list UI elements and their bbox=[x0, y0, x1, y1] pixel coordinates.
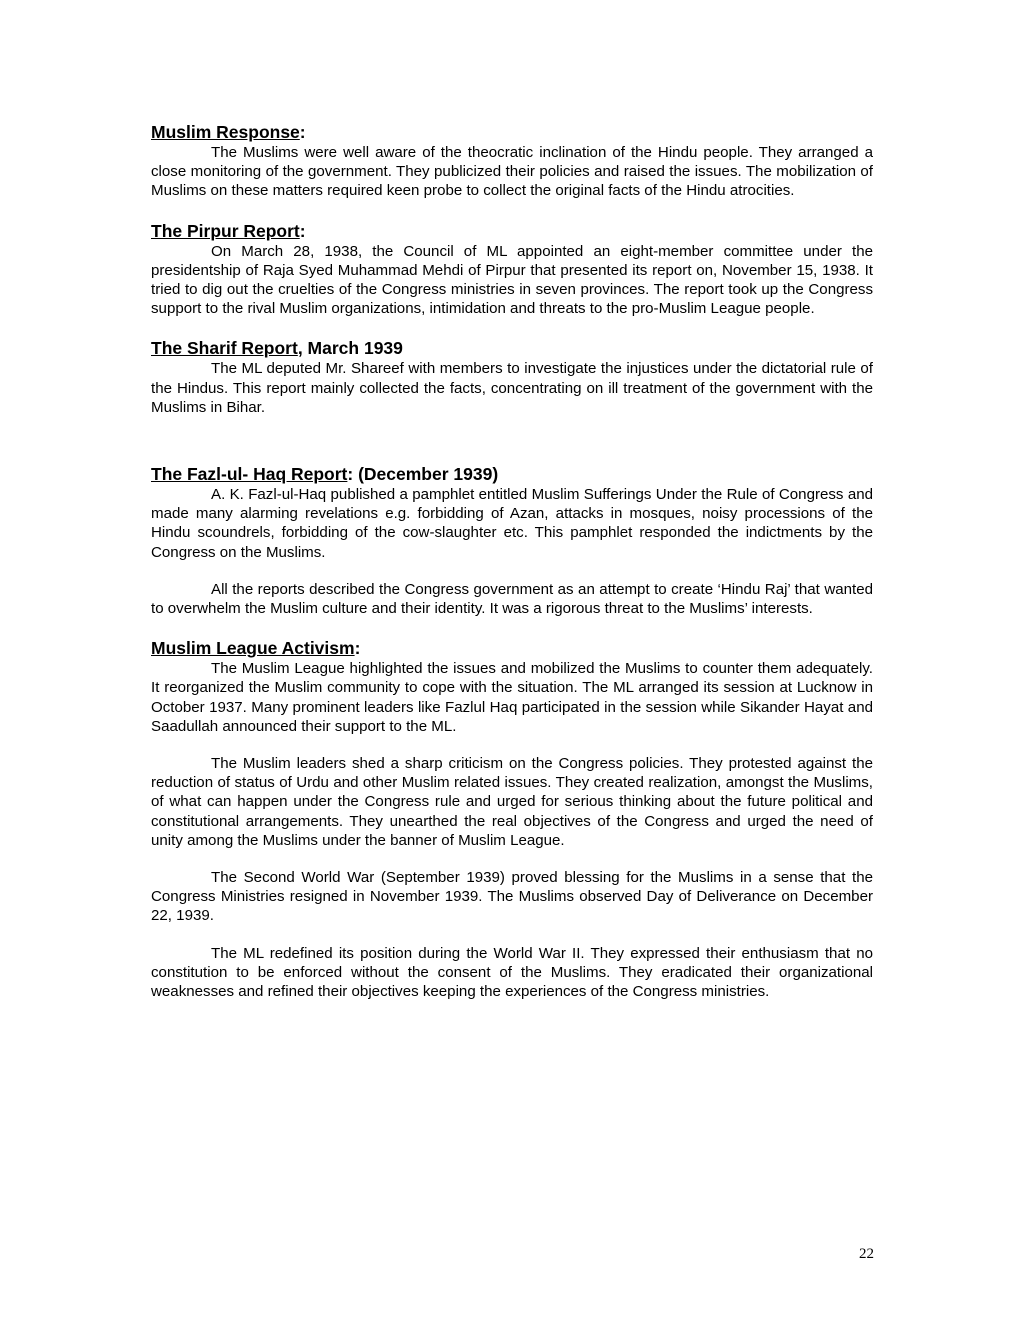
section-heading bbox=[151, 463, 873, 485]
section-heading bbox=[151, 220, 873, 242]
heading-suffix: : bbox=[299, 220, 306, 241]
page-number: 22 bbox=[859, 1246, 874, 1262]
paragraph: The ML redefined its position during the World War II. They expressed their enthusiasm that no constitution to be enforced without the consent of the Muslims. They eradicated their organizational weaknesses and refined their objectives keeping the experiences of the Congress ministries. bbox=[151, 944, 873, 1001]
paragraph: The ML deputed Mr. Shareef with members to investigate the injustices under the dictatorial rule of the Hindus. This report mainly collected the facts, concentrating on ill treatment of the government with the Muslims in Bihar. bbox=[151, 360, 873, 416]
section-heading bbox=[151, 121, 873, 143]
section-muslim-response bbox=[151, 121, 873, 201]
heading-title: Muslim League Activism bbox=[151, 638, 355, 659]
paragraph: The Muslim leaders shed a sharp criticism on the Congress policies. They protested against the reduction of status of Urdu and other Muslim related issues. They created realization, amongst the Muslims, of what can happen under the Congress rule and urged for serious thinking about the future political and constitutional arrangements. They unearthed the real objectives of the Congress and urged the need of unity among the Muslims under the banner of Muslim League. bbox=[151, 755, 873, 849]
paragraph: The Muslim League highlighted the issues and mobilized the Muslims to counter them adequately. It reorganized the Muslim community to cope with the situation. The ML arranged its session at Lucknow in October 1937. Many prominent leaders like Fazlul Haq participated in the session while Sikander Hayat and Saadullah announced their support to the ML. bbox=[151, 660, 873, 735]
heading-suffix: , March 1939 bbox=[297, 338, 403, 359]
section-muslim-league-activism bbox=[151, 637, 873, 1001]
paragraph: The Muslims were well aware of the theocratic inclination of the Hindu people. They arranged a close monitoring of the government. They publicized their policies and raised the issues. The mobilization of Muslims on these matters required keen probe to collect the original facts of the Hindu atrocities. bbox=[151, 144, 873, 200]
section-heading bbox=[151, 337, 873, 359]
section-sharif-report bbox=[151, 337, 873, 417]
heading-suffix: : (December 1939) bbox=[347, 464, 499, 485]
heading-title: Muslim Response bbox=[151, 122, 300, 142]
heading-title: The Fazl-ul- Haq Report bbox=[151, 464, 348, 485]
heading-suffix: : bbox=[354, 638, 361, 659]
section-fazl-ul-haq-report bbox=[151, 463, 873, 618]
heading-title: The Pirpur Report bbox=[151, 220, 300, 241]
paragraph: On March 28, 1938, the Council of ML appointed an eight-member committee under the presidentship of Raja Syed Muhammad Mehdi of Pirpur that presented its report on, November 15, 1938. It tried to dig out the cruelties of the Congress ministries in seven provinces. The report took up the Congress support to the rival Muslim organizations, intimidation and threats to the pro-Muslim League people. bbox=[151, 242, 873, 318]
paragraph: A. K. Fazl-ul-Haq published a pamphlet entitled Muslim Sufferings Under the Rule of Congress and made many alarming revelations e.g. forbidding of Azan, attacks in mosques, noisy processions of the Hindu scoundrels, forbidding of the cow-slaughter etc. This pamphlet responded the indictments by the Congress on the Muslims. bbox=[151, 486, 873, 561]
heading-suffix: : bbox=[299, 122, 306, 142]
heading-title: The Sharif Report bbox=[151, 338, 298, 359]
paragraph: All the reports described the Congress government as an attempt to create ‘Hindu Raj’ that wanted to overwhelm the Muslim culture and their identity. It was a rigorous threat to the Muslims’ interests. bbox=[151, 580, 873, 618]
section-pirpur-report bbox=[151, 220, 873, 319]
section-heading bbox=[151, 637, 873, 659]
paragraph: The Second World War (September 1939) proved blessing for the Muslims in a sense that the Congress Ministries resigned in November 1939. The Muslims observed Day of Deliverance on December 22, 1939. bbox=[151, 869, 873, 925]
document-page bbox=[151, 121, 873, 1001]
